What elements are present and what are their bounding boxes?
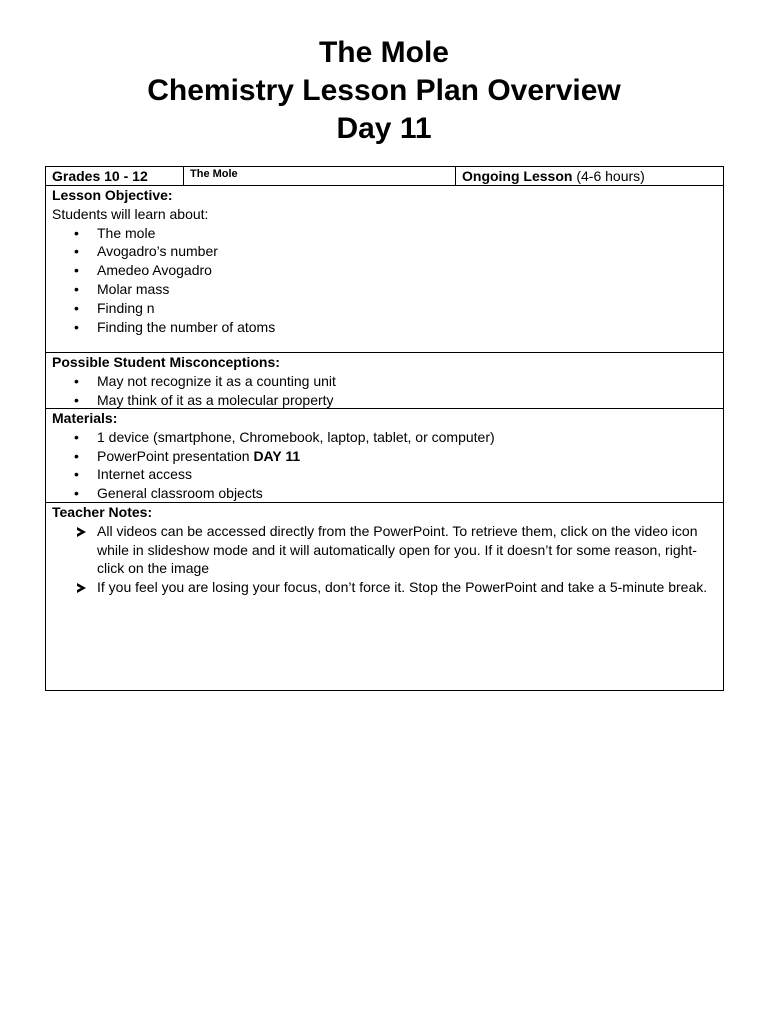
list-item: • Avogadro’s number [52, 242, 723, 261]
list-item: • Internet access [52, 465, 723, 484]
list-item: • 1 device (smartphone, Chromebook, laptop, tablet, or computer) [52, 428, 723, 447]
topic-cell: The Mole [184, 167, 456, 185]
lesson-objective-intro: Students will learn about: [52, 205, 209, 222]
presentation-label: PowerPoint presentation [97, 447, 254, 464]
ongoing-lesson-cell [456, 167, 723, 185]
list-item [52, 578, 723, 597]
list-item: • Molar mass [52, 280, 723, 299]
materials-list [52, 428, 723, 503]
list-item: • May think of it as a molecular property [52, 391, 723, 410]
list-item: • General classroom objects [52, 484, 723, 503]
teacher-note-text: If you feel you are losing your focus, don’t force it. Stop the PowerPoint and take a 5-minute break. [97, 579, 708, 596]
misconceptions-heading: Possible Student Misconceptions: [52, 354, 280, 370]
list-item: • The mole [52, 224, 723, 243]
list-item [52, 447, 723, 466]
teacher-notes-list [52, 522, 723, 597]
teacher-notes-section [46, 503, 723, 690]
arrow-bullet-icon [77, 583, 86, 593]
title-line-3: Day 11 [336, 112, 432, 145]
arrow-bullet-icon [77, 527, 86, 537]
lesson-objective-section [46, 186, 723, 353]
misconceptions-list [52, 372, 723, 410]
document-title [0, 34, 768, 148]
title-line-2: Chemistry Lesson Plan Overview [147, 74, 621, 107]
list-item: • Amedeo Avogadro [52, 261, 723, 280]
materials-heading: Materials: [52, 410, 118, 426]
header-row [46, 167, 723, 186]
title-line-1: The Mole [318, 36, 449, 69]
presentation-day: DAY 11 [253, 447, 301, 464]
lesson-objective-heading: Lesson Objective: [52, 187, 173, 203]
lesson-objective-list [52, 224, 723, 337]
teacher-notes-heading: Teacher Notes: [52, 504, 153, 520]
list-item [52, 522, 723, 578]
materials-section [46, 409, 723, 503]
teacher-note-text: All videos can be accessed directly from the PowerPoint. To retrieve them, click on the video icon while in slideshow mode and it will automatically open for you. If it doesn’t for some reason, right-click on the image [97, 522, 698, 577]
grades-cell: Grades 10 - 12 [46, 167, 184, 185]
misconceptions-section [46, 353, 723, 409]
list-item: • Finding the number of atoms [52, 318, 723, 337]
lesson-plan-table [45, 166, 724, 691]
ongoing-lesson-duration: (4-6 hours) [572, 168, 645, 184]
ongoing-lesson-label: Ongoing Lesson [462, 168, 573, 184]
list-item: • Finding n [52, 299, 723, 318]
list-item: • May not recognize it as a counting unit [52, 372, 723, 391]
